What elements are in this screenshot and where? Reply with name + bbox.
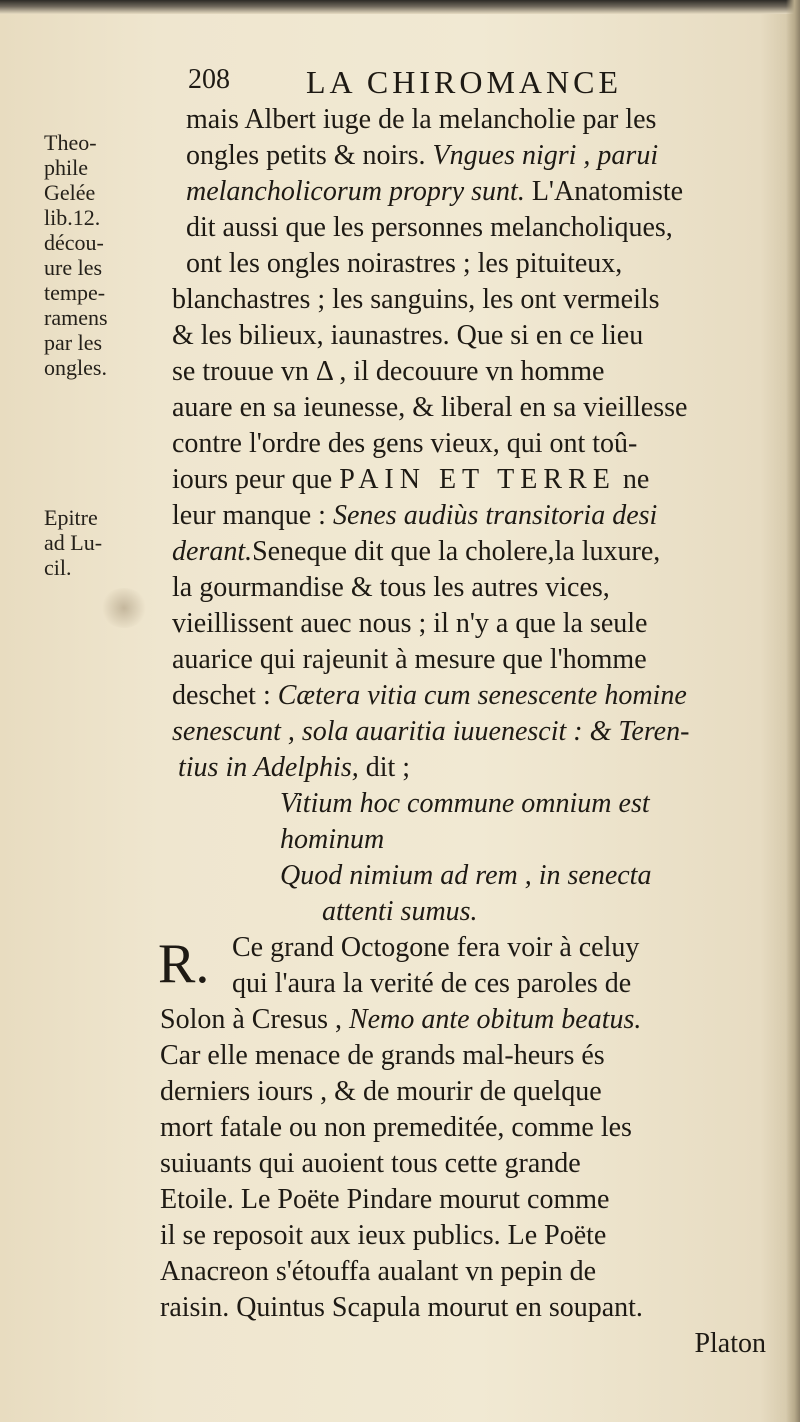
text-run: L'Anatomiste [531, 176, 684, 207]
latin-quote: senescunt , sola auaritia iuuenescit : & Teren- [172, 716, 690, 747]
margin-note-line: lib.12. [44, 205, 101, 230]
latin-verse: Quod nimium ad rem , in senecta [280, 860, 652, 891]
text-run: auarice qui rajeunit à mesure que l'homme [172, 644, 647, 675]
margin-note-line: ad Lu- [44, 530, 103, 555]
text-line [172, 282, 772, 318]
text-line [172, 750, 772, 786]
margin-note-line: phile [44, 155, 88, 180]
text-run: la gourmandise & tous les autres vices, [172, 572, 610, 603]
latin-verse: hominum [280, 824, 385, 855]
text-run: vieillissent auec nous ; il n'y a que la seule [172, 608, 648, 639]
verse-line [172, 786, 772, 822]
text-run: Solon à Cresus , [160, 1004, 342, 1035]
page-header [188, 64, 788, 104]
page-number: 208 [188, 64, 230, 95]
margin-note-line: décou- [44, 230, 104, 255]
page-top-edge [0, 0, 800, 14]
margin-note-line: Gelée [44, 180, 96, 205]
verse-line [172, 858, 772, 894]
catchword: Platon [694, 1328, 766, 1359]
text-line [172, 570, 772, 606]
text-run: se trouue vn Δ , il decouure vn homme [172, 356, 605, 387]
text-run: raisin. Quintus Scapula mourut en soupant. [160, 1292, 643, 1323]
text-run: ongles petits & noirs. [186, 140, 426, 171]
text-run: & les bilieux, iaunastres. Que si en ce lieu [172, 320, 644, 351]
text-line [160, 1002, 772, 1038]
drop-cap-letter: R. [158, 933, 210, 995]
text-line [160, 1254, 772, 1290]
latin-quote: melancholicorum propry sunt. [186, 176, 525, 207]
latin-quote: Vngues nigri , parui [432, 140, 659, 171]
text-run: auare en sa ieunesse, & liberal en sa vieillesse [172, 392, 688, 423]
text-run: Car elle menace de grands mal-heurs és [160, 1040, 605, 1071]
text-line [172, 462, 772, 498]
text-line [172, 714, 772, 750]
text-line [172, 102, 772, 138]
text-run: suiuants qui auoient tous cette grande [160, 1148, 581, 1179]
verse-line [172, 822, 772, 858]
text-run: iours peur que [172, 464, 333, 495]
latin-verse: attenti sumus. [322, 896, 478, 927]
text-run: Etoile. Le Poëte Pindare mourut comme [160, 1184, 610, 1215]
margin-note-line: tempe- [44, 280, 106, 305]
text-run: dit aussi que les personnes melancholiques, [186, 212, 673, 243]
text-line [172, 534, 772, 570]
latin-quote: tius in Adelphis, [178, 752, 359, 783]
text-line [172, 354, 772, 390]
margin-note-theophile [44, 130, 108, 380]
text-run: Seneque dit que la cholere,la luxure, [252, 536, 661, 567]
text-run: qui l'aura la verité de ces paroles de [232, 968, 632, 999]
text-line [172, 498, 772, 534]
text-run: mais Albert iuge de la melancholie par les [186, 104, 657, 135]
margin-note-line: par les [44, 330, 103, 355]
margin-note-line: ure les [44, 255, 103, 280]
margin-note-line: Epitre [44, 505, 98, 530]
text-line [160, 1290, 772, 1326]
text-line [160, 1218, 772, 1254]
text-run: contre l'ordre des gens vieux, qui ont toû- [172, 428, 638, 459]
text-run: ne [622, 464, 650, 495]
text-line [160, 1146, 772, 1182]
text-run: Ce grand Octogone fera voir à celuy [232, 932, 640, 963]
margin-note-line: ongles. [44, 355, 107, 380]
text-line [172, 642, 772, 678]
text-line [172, 390, 772, 426]
text-line [172, 606, 772, 642]
text-line [172, 138, 772, 174]
latin-quote: Nemo ante obitum beatus. [349, 1004, 642, 1035]
text-line [172, 174, 772, 210]
verse-line [172, 894, 772, 930]
margin-note-epitre [44, 505, 102, 580]
text-run: mort fatale ou non premeditée, comme les [160, 1112, 632, 1143]
text-run: derniers iours , & de mourir de quelque [160, 1076, 602, 1107]
text-line [160, 1038, 772, 1074]
latin-verse: Vitium hoc commune omnium est [280, 788, 650, 819]
latin-quote: Senes audiùs transitoria desi [332, 500, 658, 531]
text-run: Anacreon s'étouffa aualant vn pepin de [160, 1256, 597, 1287]
paper-stain [100, 588, 148, 628]
catchword-line [172, 1326, 772, 1362]
text-run: il se reposoit aux ieux publics. Le Poëte [160, 1220, 607, 1251]
text-run: ont les ongles noirastres ; les pituiteux, [186, 248, 623, 279]
text-line [160, 1074, 772, 1110]
text-line [160, 1110, 772, 1146]
text-run: deschet : [172, 680, 271, 711]
text-line [172, 678, 772, 714]
margin-note-line: cil. [44, 555, 72, 580]
body-text [158, 102, 772, 1362]
page-right-edge [786, 0, 800, 1422]
text-line [172, 426, 772, 462]
small-caps-run: PAIN ET TERRE [339, 464, 616, 495]
text-run: leur manque : [172, 500, 326, 531]
margin-note-line: Theo- [44, 130, 97, 155]
text-run: blanchastres ; les sanguins, les ont vermeils [172, 284, 660, 315]
text-line [172, 966, 772, 1002]
latin-quote: Cætera vitia cum senescente homine [277, 680, 687, 711]
text-line [172, 246, 772, 282]
latin-quote: derant. [172, 536, 253, 567]
margin-note-line: ramens [44, 305, 108, 330]
text-line [172, 210, 772, 246]
text-line [172, 318, 772, 354]
text-line [160, 1182, 772, 1218]
text-run: dit ; [365, 752, 411, 783]
running-title: LA CHIROMANCE [306, 64, 623, 100]
